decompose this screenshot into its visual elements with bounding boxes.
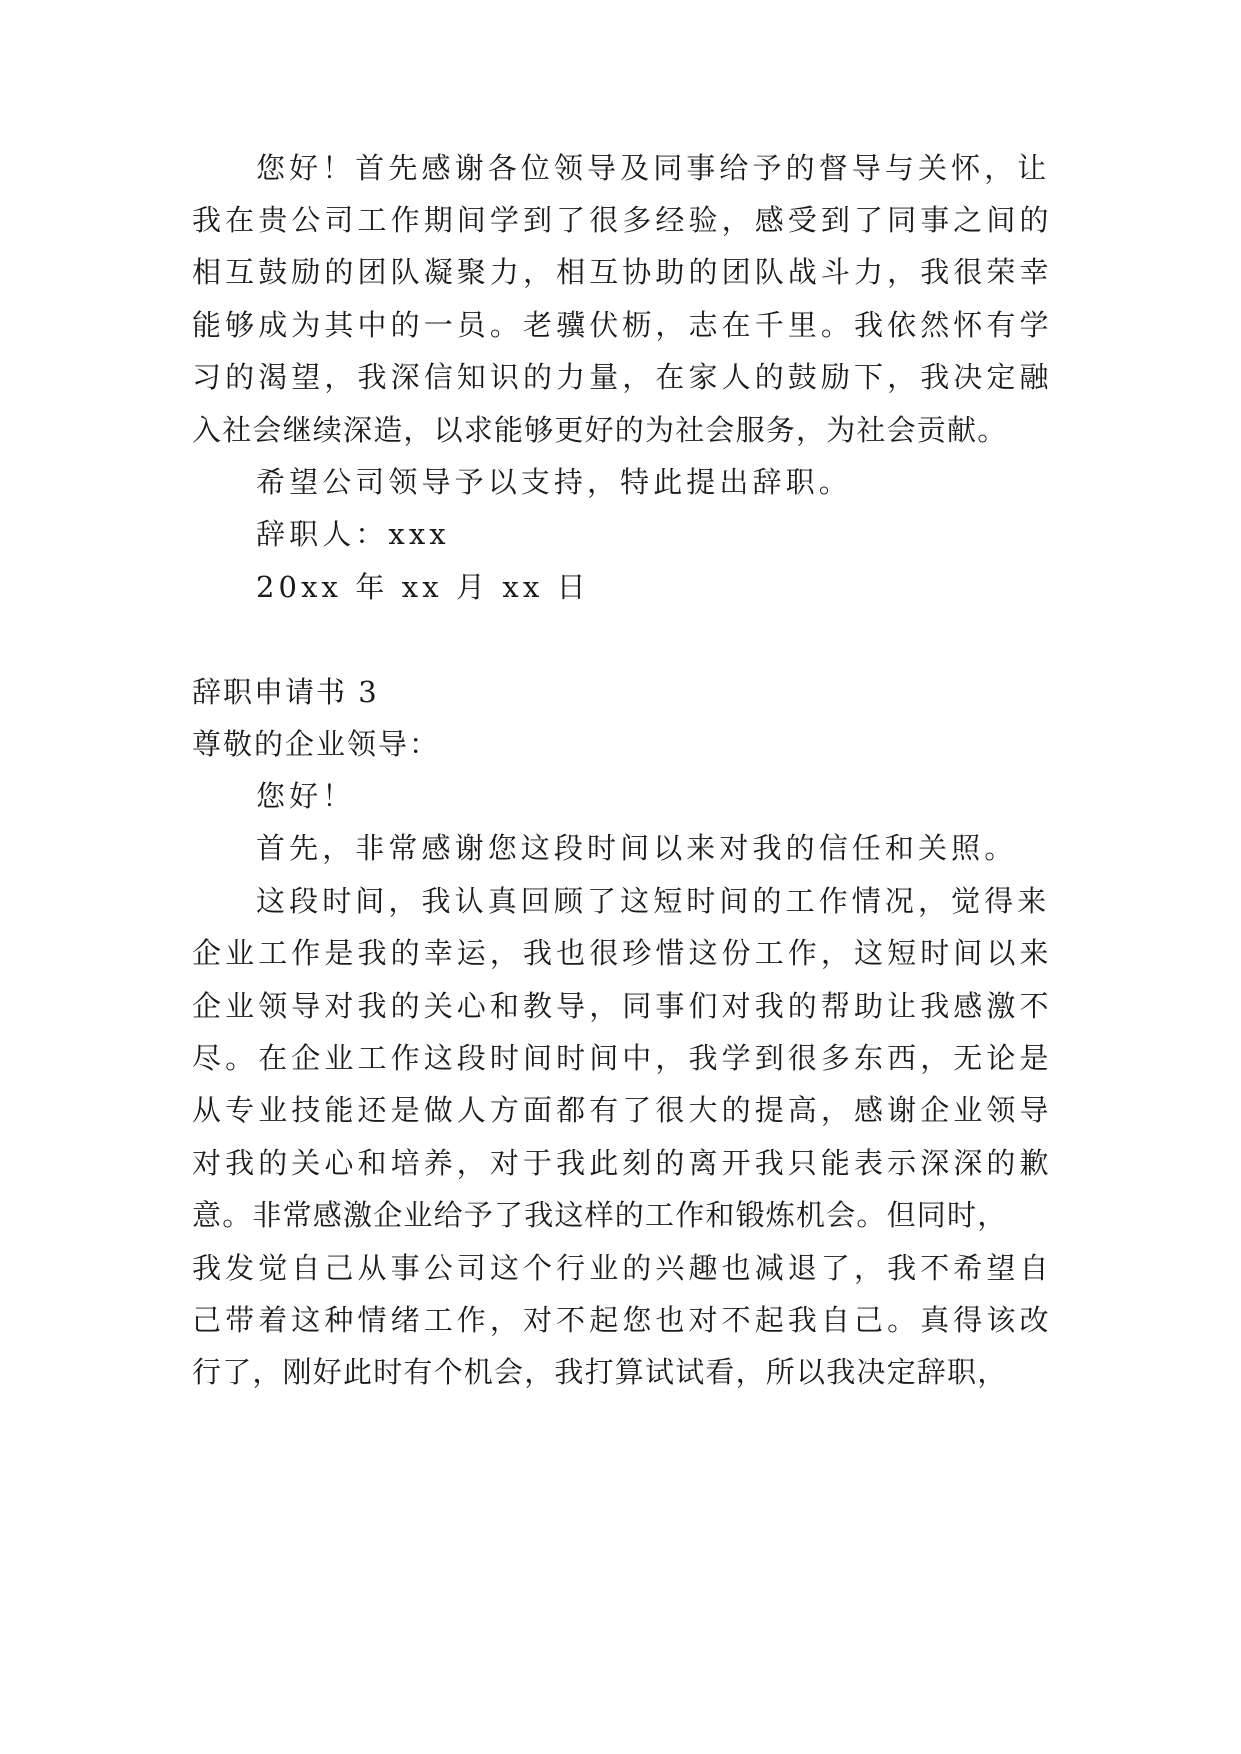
letter3-para2-line-5: 从专业技能还是做人方面都有了很大的提高，感谢企业领导 [192,1093,1053,1127]
letter2-body-line-6: 入社会继续深造，以求能够更好的为社会服务，为社会贡献。 [192,413,1008,447]
letter3-para2-line-6: 对我的关心和培养，对于我此刻的离开我只能表示深深的歉 [192,1146,1053,1180]
letter3-para2-line-2: 企业工作是我的幸运，我也很珍惜这份工作，这短时间以来 [192,936,1053,970]
letter2-body-line-2: 我在贵公司工作期间学到了很多经验，感受到了同事之间的 [192,203,1053,237]
letter3-title: 辞职申请书 3 [192,675,379,709]
letter3-para2-line-9: 己带着这种情绪工作，对不起您也对不起我自己。真得该改 [192,1303,1053,1337]
letter2-date: 20xx 年 xx 月 xx 日 [256,570,590,604]
letter3-para2-line-3: 企业领导对我的关心和教导，同事们对我的帮助让我感激不 [192,989,1053,1023]
letter3-para2-line-8: 我发觉自己从事公司这个行业的兴趣也减退了，我不希望自 [192,1251,1053,1285]
letter3-para2-line-10: 行了，刚好此时有个机会，我打算试试看，所以我决定辞职， [192,1355,1008,1389]
letter2-signer: 辞职人：xxx [256,517,450,551]
letter3-greeting: 您好！ [256,779,356,813]
letter3-para2-line-4: 尽。在企业工作这段时间时间中，我学到很多东西，无论是 [192,1041,1053,1075]
letter2-body-line-5: 习的渴望，我深信知识的力量，在家人的鼓励下，我决定融 [192,360,1053,394]
letter3-para2-line-1: 这段时间，我认真回顾了这短时间的工作情况，觉得来 [256,884,1051,918]
letter3-salutation: 尊敬的企业领导： [192,727,441,761]
letter3-para2-line-7: 意。非常感激企业给予了我这样的工作和锻炼机会。但同时， [192,1198,1008,1232]
letter2-body-line-1: 您好！首先感谢各位领导及同事给予的督导与关怀，让 [256,151,1051,185]
letter2-body-line-3: 相互鼓励的团队凝聚力，相互协助的团队战斗力，我很荣幸 [192,255,1053,289]
letter3-para1: 首先，非常感谢您这段时间以来对我的信任和关照。 [256,831,1018,865]
letter2-body-line-4: 能够成为其中的一员。老骥伏枥，志在千里。我依然怀有学 [192,308,1053,342]
letter2-closing: 希望公司领导予以支持，特此提出辞职。 [256,465,852,499]
